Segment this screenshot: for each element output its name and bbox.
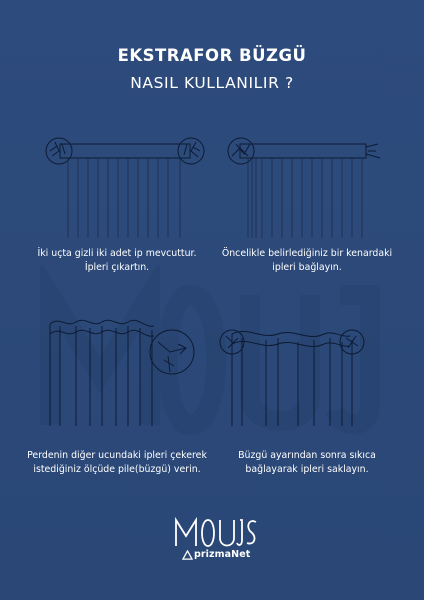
step-3-illustration bbox=[40, 312, 210, 430]
step-4-caption-line-1: Büzgü ayarından sonra sıkıca bbox=[238, 450, 376, 461]
logo-brand-text: prizmaNet bbox=[194, 549, 251, 560]
step-2-caption-line-1: Öncelikle belirlediğiniz bir kenardaki bbox=[221, 248, 393, 259]
step-1-caption-line-2: İpleri çıkartın. bbox=[84, 262, 150, 273]
step-4-caption bbox=[212, 449, 402, 477]
step-3-caption bbox=[22, 449, 212, 477]
moujs-logo-mark bbox=[162, 512, 262, 552]
step-1-illustration bbox=[40, 130, 210, 240]
step-2-illustration bbox=[218, 130, 388, 240]
brand-logo bbox=[162, 512, 262, 568]
prizmanet-icon bbox=[182, 550, 193, 561]
page-subtitle: NASIL KULLANILIR ? bbox=[130, 74, 294, 92]
step-2-caption-line-2: ipleri bağlayın. bbox=[272, 262, 342, 273]
step-1-caption-line-1: İki uçta gizli iki adet ip mevcuttur. bbox=[37, 248, 197, 259]
page-title: EKSTRAFOR BÜZGÜ bbox=[117, 46, 307, 65]
step-3-caption-line-1: Perdenin diğer ucundaki ipleri çekerek bbox=[27, 450, 207, 461]
step-3-caption-line-2: istediğiniz ölçüde pile(büzgü) verin. bbox=[33, 464, 201, 475]
step-4-caption-line-2: bağlayarak ipleri saklayın. bbox=[245, 464, 369, 475]
step-4-illustration bbox=[218, 312, 388, 430]
step-1-caption bbox=[22, 247, 212, 275]
step-2-caption bbox=[212, 247, 402, 275]
